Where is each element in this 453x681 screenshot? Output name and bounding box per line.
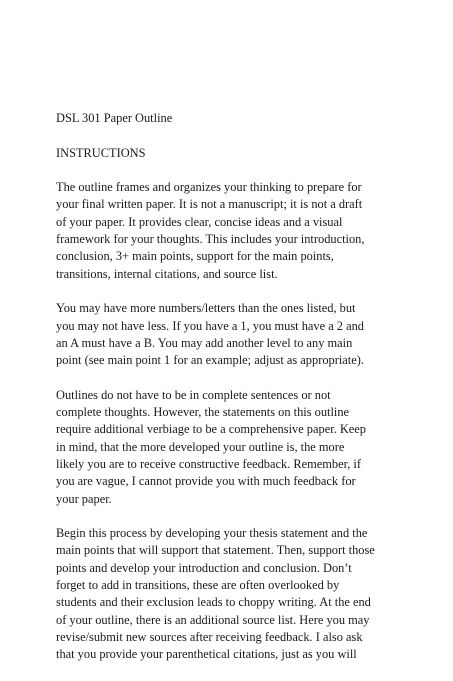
paragraph-line: point (see main point 1 for an example; adjust as appropriate). (56, 353, 364, 368)
paragraph-line: you may not have less. If you have a 1, you must have a 2 and (56, 318, 364, 333)
paragraph-line: your final written paper. It is not a manuscript; it is not a draft (56, 197, 363, 212)
paragraph-line: that you provide your parenthetical citations, just as you will (56, 647, 357, 662)
paragraph-line: your paper. (56, 491, 112, 506)
paragraph-line: Begin this process by developing your thesis statement and the (56, 526, 368, 541)
paragraph-line: require additional verbiage to be a comprehensive paper. Keep (56, 422, 366, 437)
paragraph-line: likely you are to receive constructive feedback. Remember, if (56, 456, 362, 471)
paragraph-line: You may have more numbers/letters than the ones listed, but (56, 301, 356, 316)
document-title: DSL 301 Paper Outline (56, 111, 173, 125)
paragraph-process (56, 525, 401, 663)
paragraph-line: complete thoughts. However, the statements on this outline (56, 405, 350, 420)
paragraph-line: transitions, internal citations, and source list. (56, 266, 278, 281)
paragraph-line: an A must have a B. You may add another level to any main (56, 335, 353, 350)
paragraph-line: Outlines do not have to be in complete sentences or not (56, 387, 331, 402)
paragraph-line: conclusion, 3+ main points, support for the main points, (56, 249, 334, 264)
paragraph-line: main points that will support that statement. Then, support those (56, 543, 375, 558)
paragraph-line: of your outline, there is an additional source list. Here you may (56, 612, 370, 627)
paragraph-line: students and their exclusion leads to choppy writing. At the end (56, 595, 371, 610)
paragraph-numbering-rules (56, 300, 401, 369)
paragraph-line: you are vague, I cannot provide you with much feedback for (56, 474, 356, 489)
paragraph-line: points and develop your introduction and conclusion. Don’t (56, 560, 352, 575)
paragraph-line: forget to add in transitions, these are often overlooked by (56, 578, 340, 593)
paragraph-outline-completeness (56, 387, 401, 508)
paragraph-line: The outline frames and organizes your thinking to prepare for (56, 180, 362, 195)
paragraph-line: in mind, that the more developed your outline is, the more (56, 439, 345, 454)
document-body (56, 110, 401, 681)
paragraph-outline-purpose (56, 179, 401, 283)
paragraph-line: of your paper. It provides clear, concise ideas and a visual (56, 214, 343, 229)
paragraph-line: revise/submit new sources after receiving feedback. I also ask (56, 629, 363, 644)
instructions-heading: INSTRUCTIONS (56, 145, 146, 160)
paragraph-line: framework for your thoughts. This includes your introduction, (56, 232, 365, 247)
